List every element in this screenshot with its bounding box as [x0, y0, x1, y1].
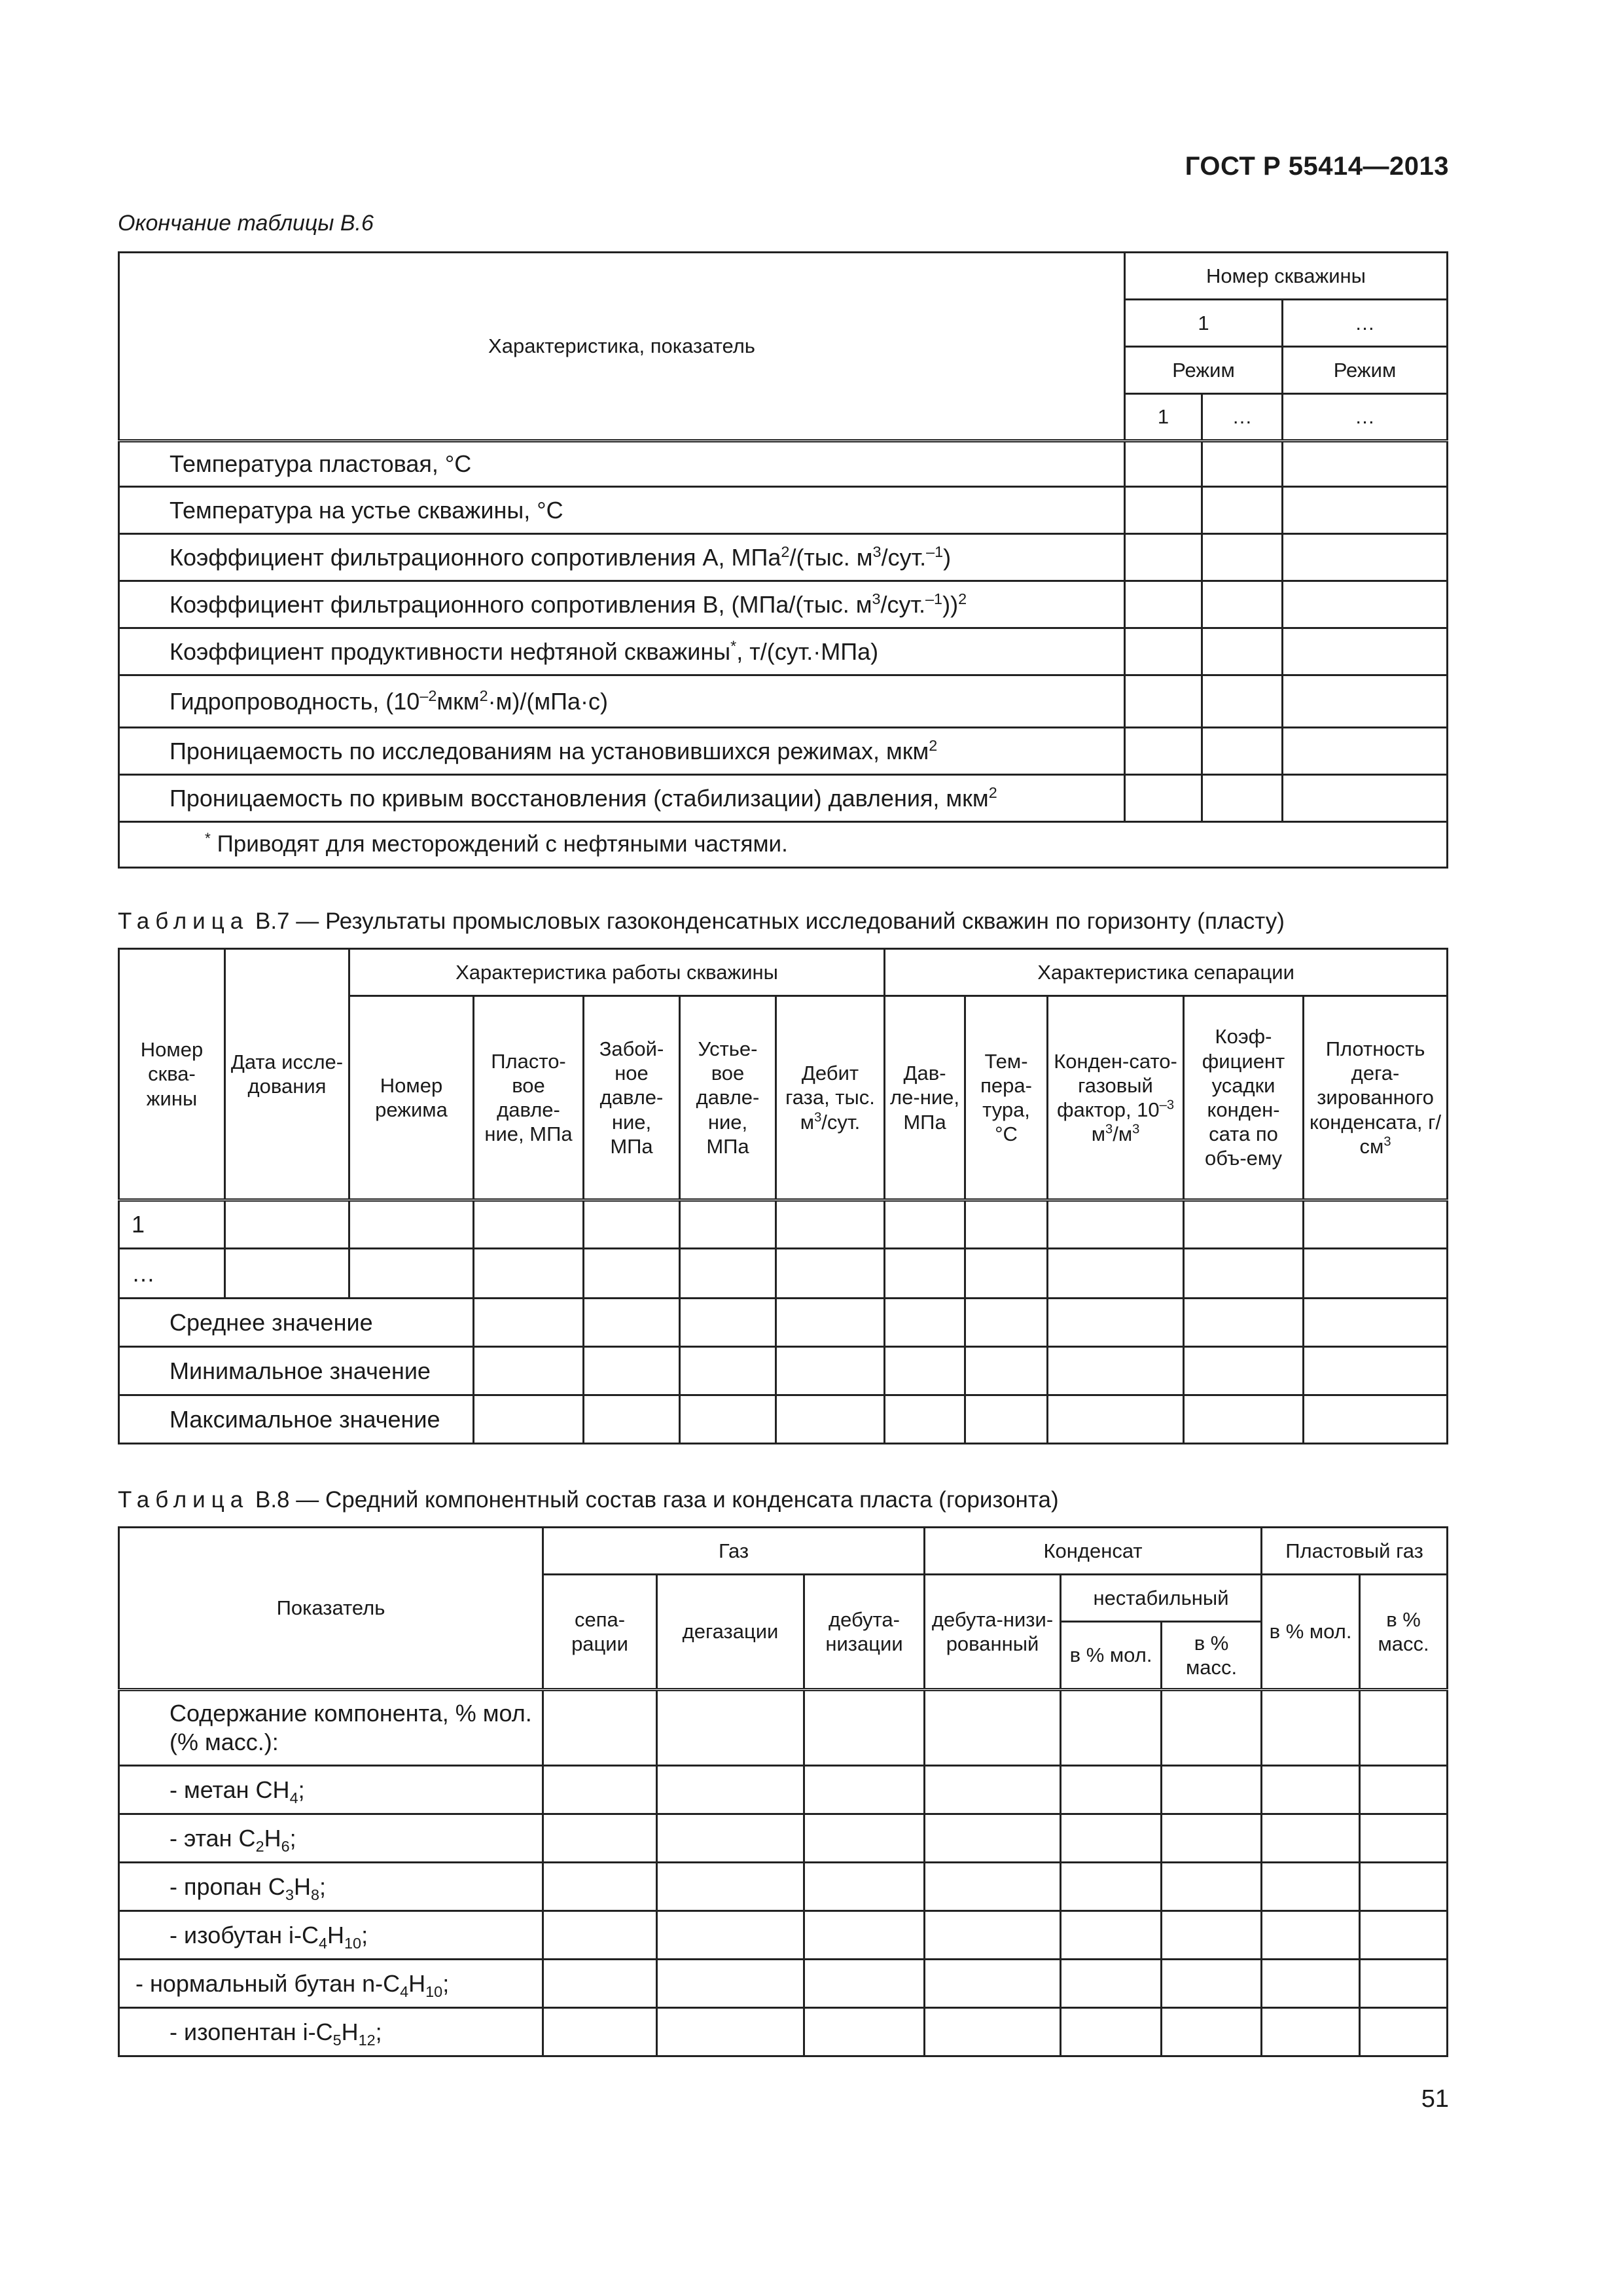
col-well-number: Номер сква-жины — [119, 949, 225, 1200]
col-ustye-pressure: Устье-вое давле-ние, МПа — [680, 996, 776, 1200]
row-productivity: Коэффициент продуктивности нефтяной скважины*, т/(сут.·МПа) — [119, 628, 1125, 675]
table-b8 — [118, 1526, 1448, 2057]
col-density: Плотность дега-зированного конденсата, $г/см^3$ — [1304, 996, 1448, 1200]
mode-header-2: Режим — [1283, 347, 1448, 394]
group-condensate: Конденсат — [925, 1528, 1262, 1575]
mode-more-header: … — [1202, 394, 1283, 441]
col-mode-number: Номер режима — [349, 996, 474, 1200]
group-unstable: нестабильный — [1061, 1575, 1262, 1622]
page-number: 51 — [1421, 2085, 1449, 2113]
col-debutanized: дебута-низи-рованный — [925, 1575, 1061, 1690]
group-well-work: Характеристика работы скважины — [349, 949, 885, 996]
col-zaboi-pressure: Забой-ное давле-ние, МПа — [584, 996, 680, 1200]
col-condensate-factor: Конден-сато-газовый фактор, $10^{-3}$ $м^3/м^3$ — [1048, 996, 1184, 1200]
well-1-header: 1 — [1125, 300, 1283, 347]
group-gas: Газ — [543, 1528, 925, 1575]
row-temp-ustye: Температура на устье скважины, °С — [119, 487, 1125, 534]
row-permeability-recovery: Проницаемость по кривым восстановления (стабилизации) давления, мкм$^2$ — [119, 775, 1125, 822]
table-b7 — [118, 948, 1448, 1444]
table-b6-footnote: * Приводят для месторождений с нефтяными частями. — [119, 822, 1448, 868]
col-separation: сепа-рации — [543, 1575, 657, 1690]
col-sep-temp: Тем-пера-тура, °С — [965, 996, 1048, 1200]
col-unstable-mass: в % масс. — [1162, 1622, 1262, 1690]
col-degassing: дегазации — [657, 1575, 804, 1690]
row-methane: - метан $CH_4$; — [119, 1766, 543, 1814]
mode-1-header: 1 — [1125, 394, 1202, 441]
col-header-characteristic: Характеристика, показатель — [119, 253, 1125, 441]
row-average: Среднее значение — [119, 1299, 474, 1347]
table-b7-caption: Таблица В.7 — Результаты промысловых газоконденсатных исследований скважин по горизонту (пласту) — [118, 908, 1285, 934]
row-coef-a: Коэффициент фильтрационного сопротивления A, МПа$^2$/(тыс. $м^3/сут.^{-1}$) — [119, 534, 1125, 581]
row-coef-b: Коэффициент фильтрационного сопротивления B, (МПа/(тыс. $м^3/сут.^{-1}))^2$ — [119, 581, 1125, 628]
row-component-content: Содержание компонента, % мол. (% масс.): — [119, 1690, 543, 1766]
group-separation: Характеристика сепарации — [885, 949, 1448, 996]
col-plast-pressure: Пласто-вое давле-ние, МПа — [474, 996, 584, 1200]
row-well-more: … — [119, 1249, 225, 1299]
row-ethane: - этан $C_2H_6$; — [119, 1814, 543, 1863]
row-normal-butane: - нормальный бутан $n-C_4H_{10}$; — [119, 1960, 543, 2008]
row-maximum: Максимальное значение — [119, 1395, 474, 1444]
col-gas-debit: Дебит газа, тыс. $м^3$/сут. — [776, 996, 885, 1200]
row-temp-plast: Температура пластовая, °С — [119, 441, 1125, 487]
row-well-1: 1 — [119, 1200, 225, 1249]
col-formation-mol: в % мол. — [1262, 1575, 1360, 1690]
col-formation-mass: в % масс. — [1360, 1575, 1448, 1690]
row-isobutane: - изобутан $i-C_4H_{10}$; — [119, 1911, 543, 1960]
table-b6 — [118, 251, 1448, 869]
col-unstable-mol: в % мол. — [1061, 1622, 1162, 1690]
well-more-header: … — [1283, 300, 1448, 347]
row-hydroconductivity: Гидропроводность, $(10^{-2}мкм^2\cdot м)/(мПа\cdot с)$ — [119, 675, 1125, 728]
mode-header: Режим — [1125, 347, 1283, 394]
well-number-header: Номер скважины — [1125, 253, 1448, 300]
col-date: Дата иссле-дования — [225, 949, 349, 1200]
table-b8-caption: Таблица В.8 — Средний компонентный состав газа и конденсата пласта (горизонта) — [118, 1487, 1059, 1513]
document-code: ГОСТ Р 55414—2013 — [1185, 152, 1449, 181]
col-debutanization: дебута-низации — [804, 1575, 925, 1690]
row-isopentane: - изопентан $i-C_5H_{12}$; — [119, 2008, 543, 2056]
row-propane: - пропан $C_3H_8$; — [119, 1863, 543, 1911]
group-formation-gas: Пластовый газ — [1262, 1528, 1448, 1575]
col-parameter: Показатель — [119, 1528, 543, 1690]
row-permeability-steady: Проницаемость по исследованиям на установившихся режимах, мкм$^2$ — [119, 728, 1125, 775]
mode-more-header-2: … — [1283, 394, 1448, 441]
row-minimum: Минимальное значение — [119, 1347, 474, 1395]
col-shrinkage: Коэф-фициент усадки конден-сата по объ-ему — [1184, 996, 1304, 1200]
table-b6-caption: Окончание таблицы В.6 — [118, 211, 374, 236]
col-sep-pressure: Дав-ле-ние, МПа — [885, 996, 965, 1200]
